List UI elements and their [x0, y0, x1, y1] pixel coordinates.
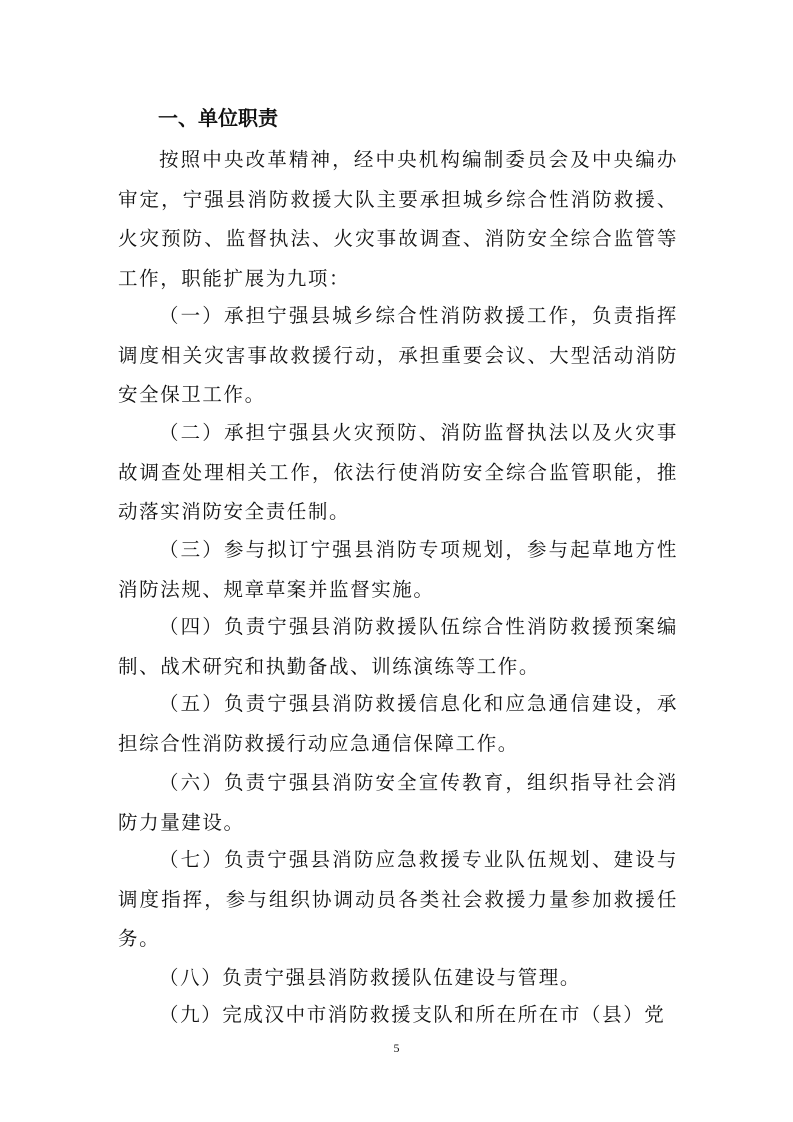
- duty-item-2: （二）承担宁强县火灾预防、消防监督执法以及火灾事故调查处理相关工作，依法行使消防安全综合监管职能，推动落实消防安全责任制。: [118, 421, 678, 523]
- intro-paragraph: 按照中央改革精神，经中央机构编制委员会及中央编办审定，宁强县消防救援大队主要承担城乡综合性消防救援、火灾预防、监督执法、火灾事故调查、消防安全综合监管等工作，职能扩展为九项：: [118, 148, 678, 290]
- duty-item-1: （一）承担宁强县城乡综合性消防救援工作，负责指挥调度相关灾害事故救援行动，承担重要会议、大型活动消防安全保卫工作。: [118, 304, 678, 406]
- duty-item-3: （三）参与拟订宁强县消防专项规划，参与起草地方性消防法规、规章草案并监督实施。: [118, 538, 678, 601]
- duty-item-4: （四）负责宁强县消防救援队伍综合性消防救援预案编制、战术研究和执勤备战、训练演练等工作。: [118, 615, 678, 678]
- section-title: 一、单位职责: [158, 106, 278, 130]
- page-number: 5: [393, 1041, 400, 1055]
- duty-item-7: （七）负责宁强县消防应急救援专业队伍规划、建设与调度指挥，参与组织协调动员各类社会救援力量参加救援任务。: [118, 848, 678, 950]
- duty-item-6: （六）负责宁强县消防安全宣传教育，组织指导社会消防力量建设。: [118, 771, 678, 834]
- duty-item-9: （九）完成汉中市消防救援支队和所在所在市（县）党: [159, 1003, 666, 1026]
- duty-item-8: （八）负责宁强县消防救援队伍建设与管理。: [159, 966, 582, 989]
- duty-item-5: （五）负责宁强县消防救援信息化和应急通信建设，承担综合性消防救援行动应急通信保障工作。: [118, 692, 678, 755]
